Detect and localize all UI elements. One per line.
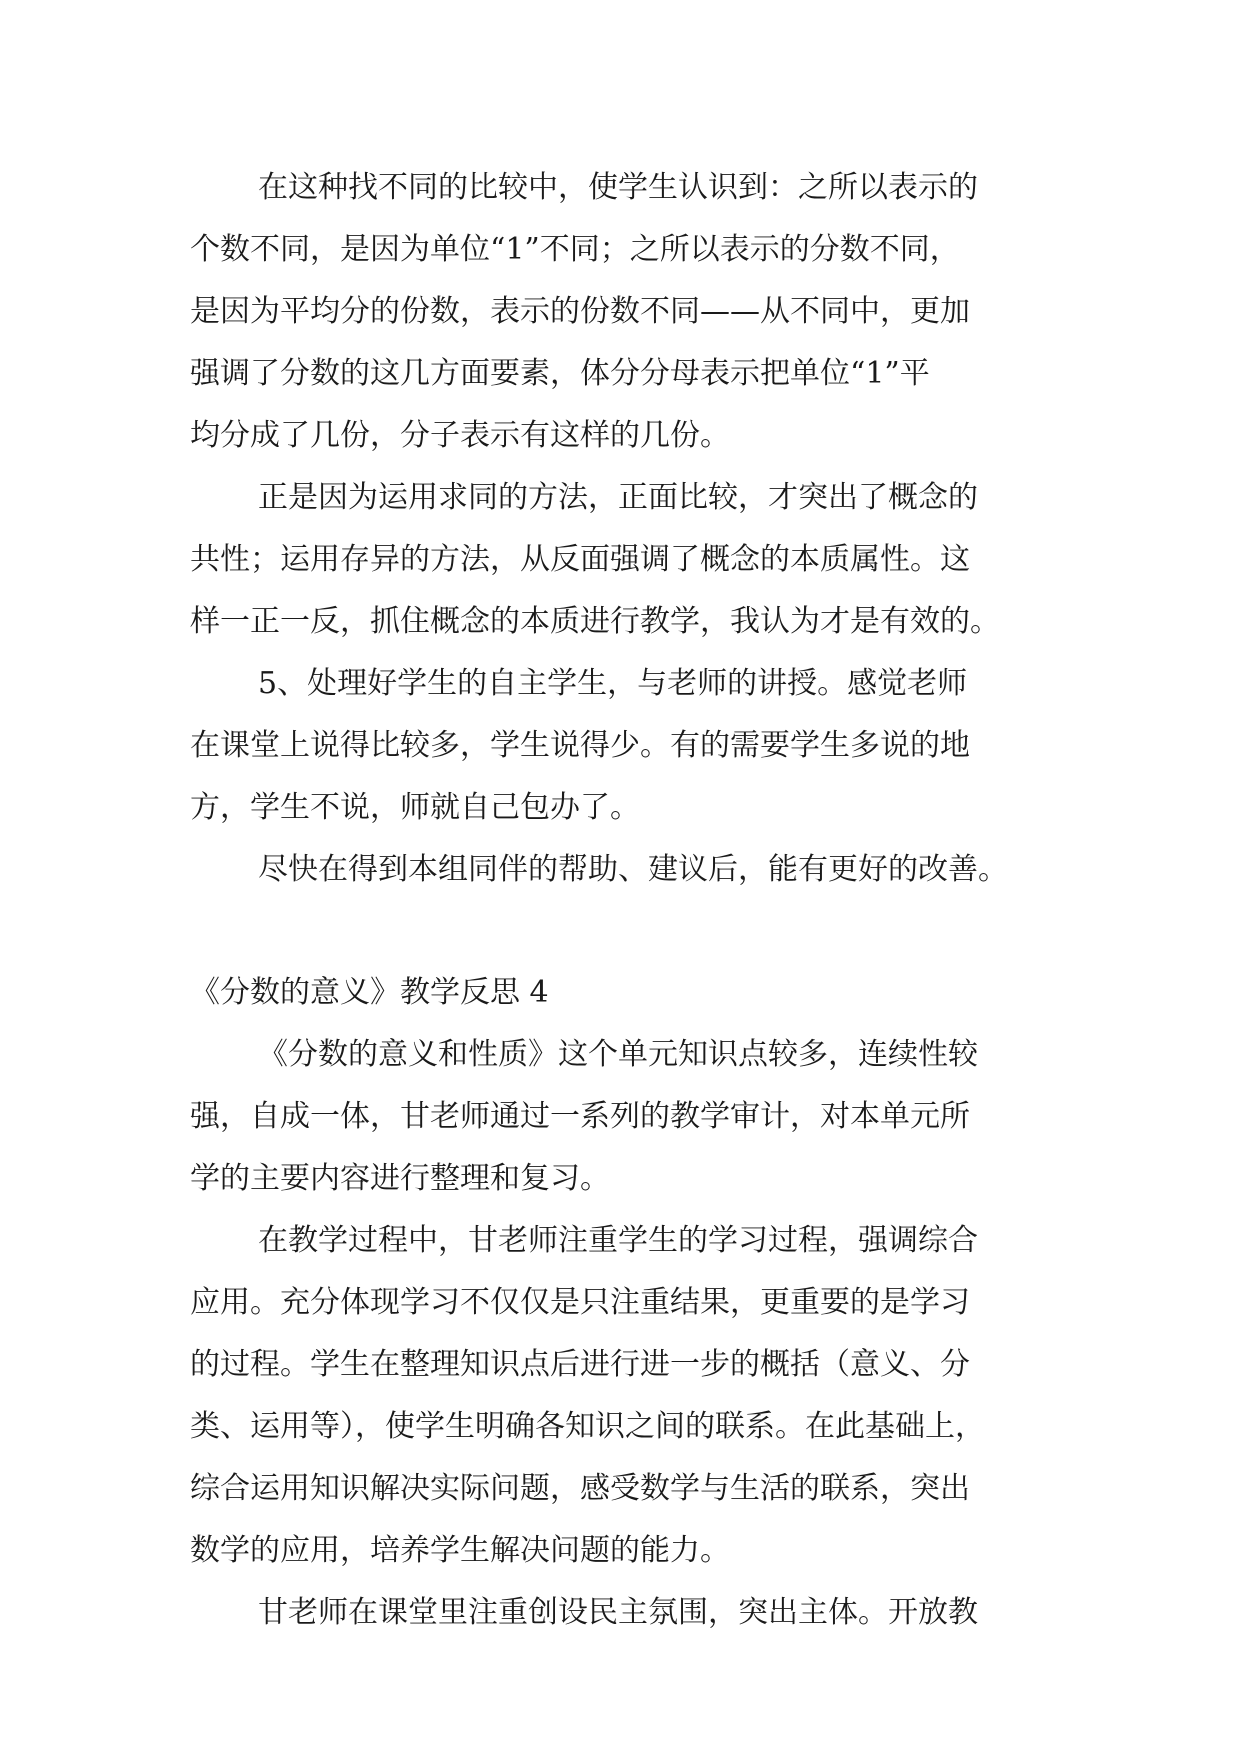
paragraph-line: 是因为平均分的份数，表示的份数不同——从不同中，更加 [190, 294, 970, 329]
paragraph-line: 《分数的意义和性质》这个单元知识点较多，连续性较 [258, 1037, 978, 1072]
paragraph-line: 尽快在得到本组同伴的帮助、建议后，能有更好的改善。 [258, 852, 1008, 887]
paragraph-line: 在这种找不同的比较中，使学生认识到：之所以表示的 [258, 170, 978, 205]
paragraph-line: 在教学过程中，甘老师注重学生的学习过程，强调综合 [258, 1223, 978, 1258]
paragraph-line: 方，学生不说，师就自己包办了。 [190, 790, 640, 825]
paragraph-line: 强调了分数的这几方面要素，体分分母表示把单位“1”平 [190, 356, 930, 391]
paragraph-line: 数学的应用，培养学生解决问题的能力。 [190, 1533, 730, 1568]
document-body [190, 157, 1050, 1644]
paragraph-line: 样一正一反，抓住概念的本质进行教学，我认为才是有效的。 [190, 604, 1000, 639]
section-gap [190, 901, 1050, 962]
section-title: 《分数的意义》教学反思 4 [190, 975, 549, 1010]
paragraph-line: 甘老师在课堂里注重创设民主氛围，突出主体。开放教 [258, 1595, 978, 1630]
paragraph-line: 类、运用等），使学生明确各知识之间的联系。在此基础上， [190, 1409, 985, 1444]
paragraph-line: 的过程。学生在整理知识点后进行进一步的概括（意义、分 [190, 1347, 970, 1382]
paragraph-line: 个数不同，是因为单位“1”不同；之所以表示的分数不同， [190, 232, 960, 267]
paragraph-line: 5、处理好学生的自主学生，与老师的讲授。感觉老师 [258, 666, 968, 701]
paragraph-line: 在课堂上说得比较多，学生说得少。有的需要学生多说的地 [190, 728, 970, 763]
paragraph-line: 共性；运用存异的方法，从反面强调了概念的本质属性。这 [190, 542, 970, 577]
paragraph-line: 正是因为运用求同的方法，正面比较，才突出了概念的 [258, 480, 978, 515]
paragraph-line: 均分成了几份，分子表示有这样的几份。 [190, 418, 730, 453]
paragraph-line: 强，自成一体，甘老师通过一系列的教学审计，对本单元所 [190, 1099, 970, 1134]
paragraph-line: 综合运用知识解决实际问题，感受数学与生活的联系，突出 [190, 1471, 970, 1506]
paragraph-line: 应用。充分体现学习不仅仅是只注重结果，更重要的是学习 [190, 1285, 970, 1320]
paragraph-line: 学的主要内容进行整理和复习。 [190, 1161, 610, 1196]
